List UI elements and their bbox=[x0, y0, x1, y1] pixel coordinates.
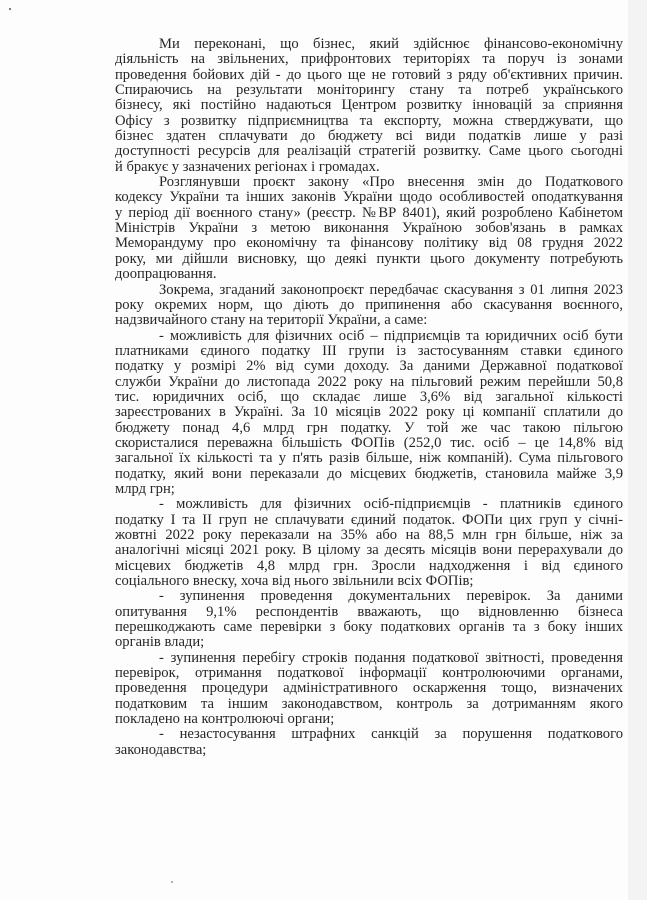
text-line: скористалися переважна більшість ФОПів (252,0 тис. осіб – це 14,8% від bbox=[115, 435, 623, 451]
text-line: кодексу України та інших законів України щодо особливостей оподаткування bbox=[115, 190, 623, 206]
text-line: жовтні 2022 року переказали на 35% або на 88,5 млн грн більше, ніж за bbox=[115, 528, 623, 543]
text-line: Офісу з розвитку підприємництва та експорту, можна стверджувати, що bbox=[115, 113, 623, 129]
scan-edge bbox=[628, 0, 647, 900]
text-line: - можливість для фізичних осіб-підприємців - платників єдиного bbox=[159, 497, 623, 513]
text-line: - зупинення перебігу строків подання податкової звітності, проведення bbox=[159, 650, 623, 666]
text-line: Ми переконані, що бізнес, який здійснює фінансово-економічну bbox=[159, 37, 623, 52]
text-line: аналогічні місяці 2021 року. В цілому за десять місяців вони перерахували до bbox=[115, 543, 623, 559]
text-line: Меморандуму про економічну та фінансову політику від 08 грудня 2022 bbox=[115, 236, 623, 252]
paragraph bbox=[115, 175, 623, 282]
text-line: проведення процедури адміністративного оскарження тощо, визначених bbox=[115, 681, 623, 697]
text-line: зареєстрованих в Україні. За 10 місяців 2022 року ці компанії сплатили до bbox=[115, 405, 623, 421]
text-line: загальної їх кількості та у п'ять разів більше, ніж компаній). Сума пільгового bbox=[115, 451, 623, 467]
text-line: проведення бойових дій - до цього ще не готовий з ряду об'єктивних причин. bbox=[115, 67, 623, 83]
text-line: служби України до листопада 2022 року на пільговий режим перейшли 50,8 bbox=[115, 374, 623, 390]
scan-speck bbox=[171, 881, 173, 883]
paragraph bbox=[115, 329, 623, 498]
text-line: бюджету понад 4,6 млрд грн податку. У той же час такою пільгою bbox=[115, 420, 623, 436]
text-line: року, ми дійшли висновку, що деякі пункти цього документу потребують bbox=[115, 251, 623, 267]
text-line: у період дії воєнного стану» (реєстр. №ВР 8401), який розроблено Кабінетом bbox=[115, 205, 623, 221]
scan-speck bbox=[9, 8, 11, 10]
text-line: доопрацювання. bbox=[115, 267, 217, 283]
paragraph bbox=[115, 589, 623, 650]
text-line: діяльність на звільнених, прифронтових територіях та поруч із зонами bbox=[115, 52, 623, 68]
text-line: органів влади; bbox=[115, 635, 205, 651]
document-body bbox=[115, 37, 623, 758]
text-line: податковим та іншим законодавством, контроль за дотриманням якого bbox=[115, 696, 623, 712]
paragraph bbox=[115, 651, 623, 728]
paragraph bbox=[115, 727, 623, 758]
text-line: Розглянувши проєкт закону «Про внесення змін до Податкового bbox=[159, 175, 623, 191]
paragraph bbox=[115, 37, 623, 175]
text-line: Спираючись на результати моніторингу стану та потреб українського bbox=[115, 83, 623, 99]
text-line: й бракує у зазначених регіонах і громадах. bbox=[115, 159, 380, 175]
text-line: - незастосування штрафних санкцій за порушення податкового bbox=[159, 727, 623, 743]
text-line: млрд грн; bbox=[115, 481, 175, 497]
text-line: перевірок, отримання податкової інформації контролюючими органами, bbox=[115, 666, 623, 682]
text-line: податку І та ІІ груп не сплачувати єдиний податок. ФОПи цих груп у січні- bbox=[115, 512, 623, 528]
text-line: податку у розмірі 2% від суми доходу. За даними Державної податкової bbox=[115, 359, 623, 375]
text-line: опитування 9,1% респондентів вважають, що відновленню бізнеса bbox=[115, 604, 623, 620]
text-line: перешкоджають саме перевірки з боку податкових органів та з боку інших bbox=[115, 620, 623, 636]
text-line: Міністрів України з метою виконання Україною зобов'язань в рамках bbox=[115, 221, 623, 237]
text-line: бізнес здатен сплачувати до бюджету всі види податків лише у разі bbox=[115, 129, 623, 145]
paragraph bbox=[115, 283, 623, 329]
text-line: надзвичайного стану на території України, а саме: bbox=[115, 313, 428, 329]
text-line: тис. юридичних осіб, що складає лише 3,6% від загальної кількості bbox=[115, 389, 623, 405]
paragraph bbox=[115, 497, 623, 589]
text-line: платниками єдиного податку ІІІ групи із застосуванням ставки єдиного bbox=[115, 343, 623, 359]
text-line: Зокрема, згаданий законопроєкт передбачає скасування з 01 липня 2023 bbox=[159, 282, 623, 298]
text-line: соціального внеску, хоча від нього звільнили всіх ФОПів; bbox=[115, 574, 474, 590]
text-line: - зупинення проведення документальних перевірок. За даними bbox=[159, 589, 623, 605]
text-line: податку, який вони переказали до місцевих бюджетів, становила майже 3,9 bbox=[115, 466, 623, 482]
text-line: - можливість для фізичних осіб – підприємців та юридичних осіб бути bbox=[159, 328, 623, 344]
text-line: місцевих бюджетів 4,8 млрд грн. Зросли надходження і від єдиного bbox=[115, 558, 623, 574]
text-line: покладено на контролюючі органи; bbox=[115, 712, 335, 728]
text-line: бізнесу, які постійно надаються Центром розвитку інновацій за сприяння bbox=[115, 98, 623, 114]
text-line: законодавства; bbox=[115, 742, 207, 758]
text-line: доступності ресурсів для реалізацій стратегій розвитку. Саме цього сьогодні bbox=[115, 144, 623, 160]
text-line: року окремих норм, що діють до припинення або скасування воєнного, bbox=[115, 297, 623, 313]
